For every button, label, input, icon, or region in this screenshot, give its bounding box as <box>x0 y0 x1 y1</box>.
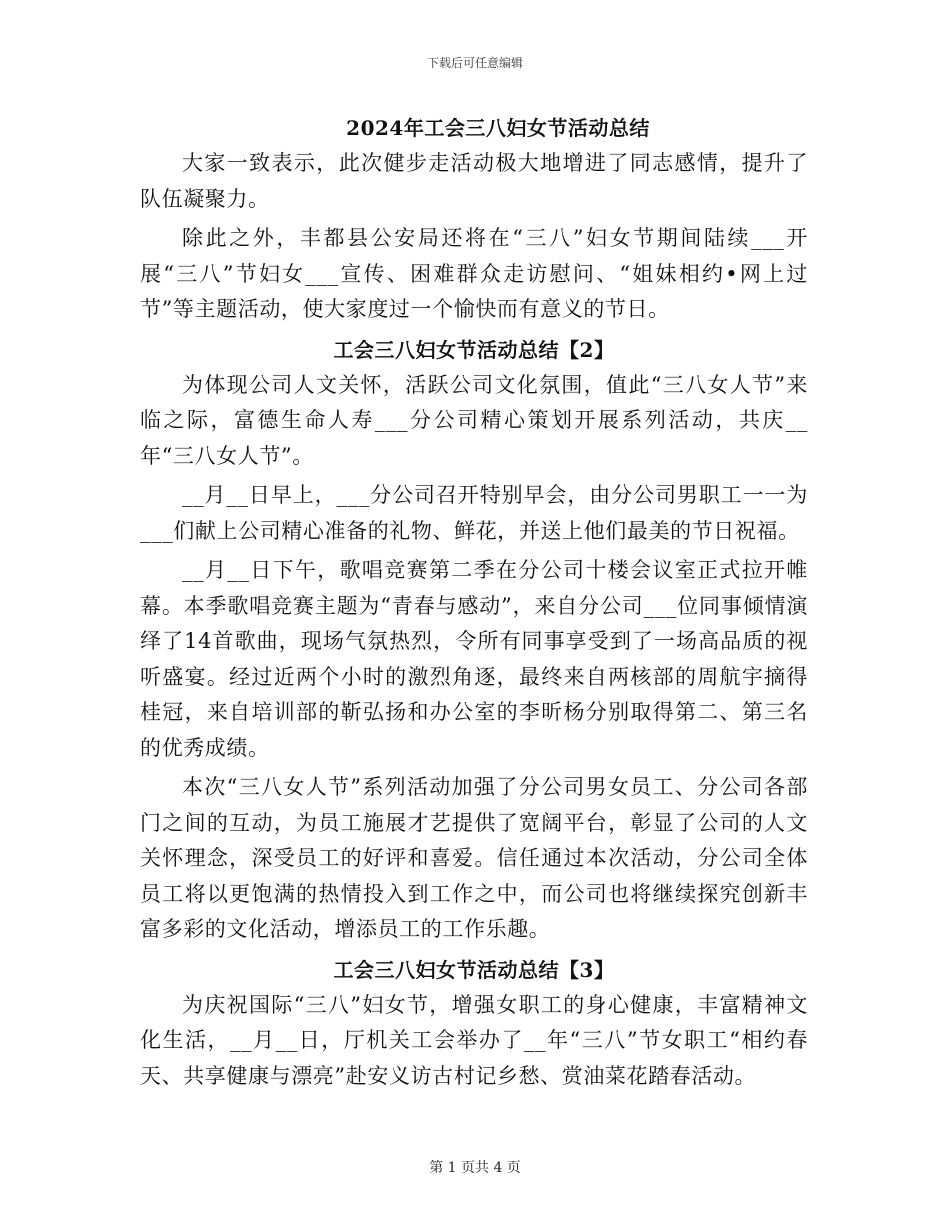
section-title: 工会三八妇女节活动总结【2】 <box>333 337 615 362</box>
paragraph: 本次“三八女人节”系列活动加强了分公司男女员工、分公司各部门之间的互动，为员工施展才艺提供了宽阔平台，彰显了公司的人文关怀理念，深受员工的好评和喜爱。信任通过本次活动，分公司全体员工将以更饱满的热情投入到工作之中，而公司也将继续探究创新丰富多彩的文化活动，增添员工的工作乐趣。 <box>140 775 808 941</box>
page-number: 第 1 页共 4 页 <box>429 1160 521 1176</box>
paragraph: 大家一致表示，此次健步走活动极大地增进了同志感情，提升了队伍凝聚力。 <box>140 151 808 211</box>
header-note: 下载后可任意编辑 <box>426 56 523 70</box>
paragraph: 为体现公司人文关怀，活跃公司文化氛围，值此“三八女人节”来临之际，富德生命人寿___分公司精心策划开展系列活动，共庆__年“三八女人节”。 <box>140 372 808 468</box>
section-title: 工会三八妇女节活动总结【3】 <box>333 957 615 982</box>
paragraph: __月__日下午，歌唱竞赛第二季在分公司十楼会议室正式拉开帷幕。本季歌唱竞赛主题为“青春与感动”，来自分公司___位同事倾情演绎了14首歌曲，现场气氛热烈，令所有同事享受到了一场高品质的视听盛宴。经过近两个小时的激烈角逐，最终来自两核部的周航宇摘得桂冠，来自培训部的靳弘扬和办公室的李昕杨分别取得第二、第三名的优秀成绩。 <box>140 558 808 760</box>
paragraph: 为庆祝国际“三八”妇女节，增强女职工的身心健康，丰富精神文化生活，__月__日，厅机关工会举办了__年“三八”节女职工“相约春天、共享健康与漂亮”赴安义访古村记乡愁、赏油菜花踏春活动。 <box>140 992 808 1088</box>
paragraph: 除此之外，丰都县公安局还将在“三八”妇女节期间陆续___开展“三八”节妇女___宣传、困难群众走访慰问、“姐妹相约•网上过节”等主题活动，使大家度过一个愉快而有意义的节日。 <box>140 226 808 321</box>
paragraph: __月__日早上，___分公司召开特别早会，由分公司男职工一一为___们献上公司精心准备的礼物、鲜花，并送上他们最美的节日祝福。 <box>140 483 808 543</box>
document-body <box>140 110 808 1098</box>
document-title: 2024年工会三八妇女节活动总结 <box>346 116 650 140</box>
